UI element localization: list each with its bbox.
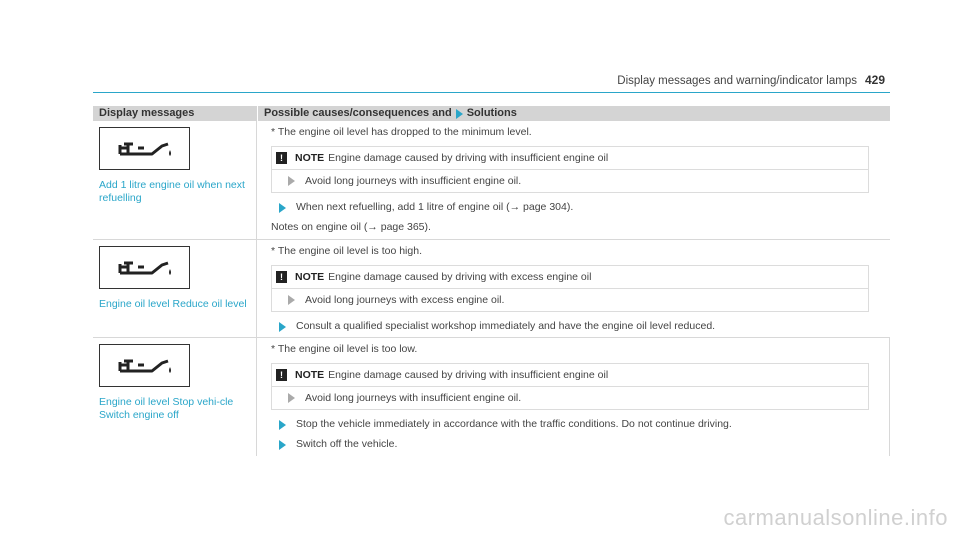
col-header-causes-solutions: Possible causes/consequences and Solutions [257, 106, 890, 121]
note-step-text: Avoid long journeys with excess engine oil. [305, 294, 505, 306]
header-rule [93, 92, 890, 93]
step-arrow-icon [288, 295, 295, 305]
page-number: 429 [864, 73, 885, 87]
table-row [93, 338, 890, 456]
oil-can-icon [99, 246, 190, 289]
page-header [617, 73, 885, 87]
display-message-text: Engine oil level Stop vehi-cle Switch engine off [99, 396, 234, 421]
extra-reference[interactable]: Notes on engine oil (→ page 365). [271, 221, 431, 233]
solution-cell [257, 240, 890, 337]
note-step-text: Avoid long journeys with insufficient engine oil. [305, 175, 522, 187]
solution-step: Switch off the vehicle. [271, 438, 883, 451]
table-header [93, 106, 890, 121]
step-arrow-icon [279, 203, 286, 213]
display-messages-table [93, 106, 890, 454]
message-cell [93, 240, 257, 337]
note-title: Engine damage caused by driving with excess engine oil [328, 271, 592, 283]
note-title: Engine damage caused by driving with insufficient engine oil [328, 152, 609, 164]
table-row [93, 121, 890, 240]
section-title: Display messages and warning/indicator lamps [617, 75, 857, 87]
warning-exclamation-icon: ! [276, 369, 287, 381]
solution-step: Stop the vehicle immediately in accordance with the traffic conditions. Do not continue driving. [271, 418, 883, 431]
oil-can-icon [99, 127, 190, 170]
message-cell [93, 338, 257, 456]
cause-text: * The engine oil level has dropped to the minimum level. [271, 126, 532, 138]
cause-text: * The engine oil level is too high. [271, 245, 422, 257]
table-row [93, 240, 890, 338]
display-message-text: Add 1 litre engine oil when next refuelling [99, 179, 245, 204]
note-label: NOTE [295, 369, 325, 381]
message-cell [93, 121, 257, 239]
display-message-text: Engine oil level Reduce oil level [99, 298, 247, 310]
watermark: carmanualsonline.info [723, 505, 948, 530]
step-arrow-icon [279, 420, 286, 430]
solution-arrow-icon [456, 109, 463, 119]
solution-cell [257, 121, 890, 239]
solution-cell [257, 338, 890, 456]
solution-step: When next refuelling, add 1 litre of engine oil (→ page 304). [271, 201, 884, 214]
solution-step: Consult a qualified specialist workshop immediately and have the engine oil level reduced. [271, 320, 884, 333]
step-arrow-icon [279, 322, 286, 332]
step-arrow-icon [288, 176, 295, 186]
cause-text: * The engine oil level is too low. [271, 343, 418, 355]
step-arrow-icon [288, 393, 295, 403]
col-header-display-messages: Display messages [99, 107, 195, 119]
note-label: NOTE [295, 271, 325, 283]
note-box [271, 363, 869, 410]
note-step-text: Avoid long journeys with insufficient engine oil. [305, 392, 522, 404]
oil-can-icon [99, 344, 190, 387]
step-arrow-icon [279, 440, 286, 450]
warning-exclamation-icon: ! [276, 152, 287, 164]
warning-exclamation-icon: ! [276, 271, 287, 283]
note-box [271, 265, 869, 312]
note-title: Engine damage caused by driving with insufficient engine oil [328, 369, 609, 381]
note-label: NOTE [295, 152, 325, 164]
note-box [271, 146, 869, 193]
